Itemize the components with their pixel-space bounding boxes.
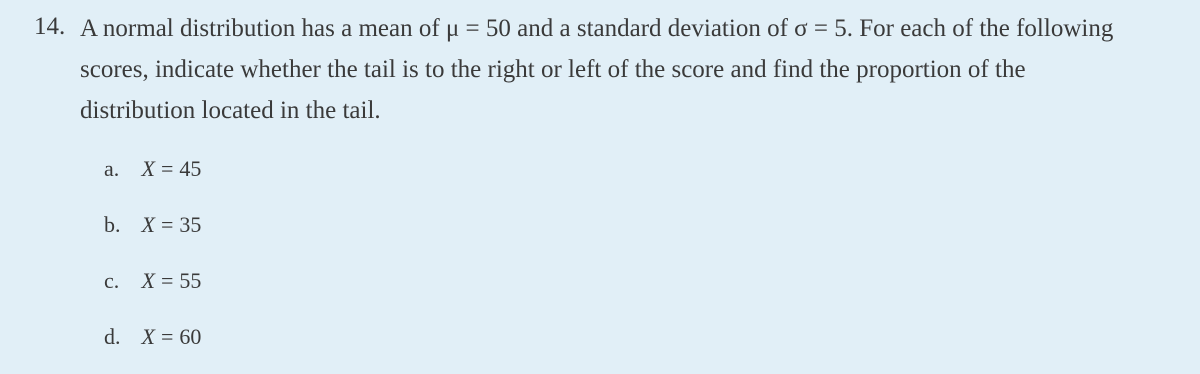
problem-stem (80, 8, 1170, 131)
part-variable: X (141, 212, 155, 237)
part-value: 35 (179, 212, 202, 237)
part-value: 55 (179, 268, 202, 293)
equals-sign: = (160, 324, 174, 349)
part-variable: X (141, 268, 155, 293)
part-d (104, 318, 504, 374)
problem-number: 14. (34, 13, 66, 40)
equals-sign: = (160, 268, 174, 293)
part-c (104, 262, 504, 318)
part-variable: X (141, 324, 155, 349)
part-label: b. (104, 212, 121, 237)
part-variable: X (141, 156, 155, 181)
stem-line-1: A normal distribution has a mean of μ = 50 and a standard deviation of σ = 5. For each of the following (80, 15, 1114, 42)
stem-line-2: scores, indicate whether the tail is to the right or left of the score and find the proportion of the (80, 56, 1026, 83)
part-label: a. (104, 156, 120, 181)
stem-line-3: distribution located in the tail. (80, 97, 381, 124)
part-label: c. (104, 268, 120, 293)
part-b (104, 206, 504, 262)
parts-list (104, 150, 504, 374)
part-label: d. (104, 324, 121, 349)
part-value: 45 (179, 156, 202, 181)
equals-sign: = (160, 212, 174, 237)
equals-sign: = (160, 156, 174, 181)
part-value: 60 (179, 324, 202, 349)
part-a (104, 150, 504, 206)
